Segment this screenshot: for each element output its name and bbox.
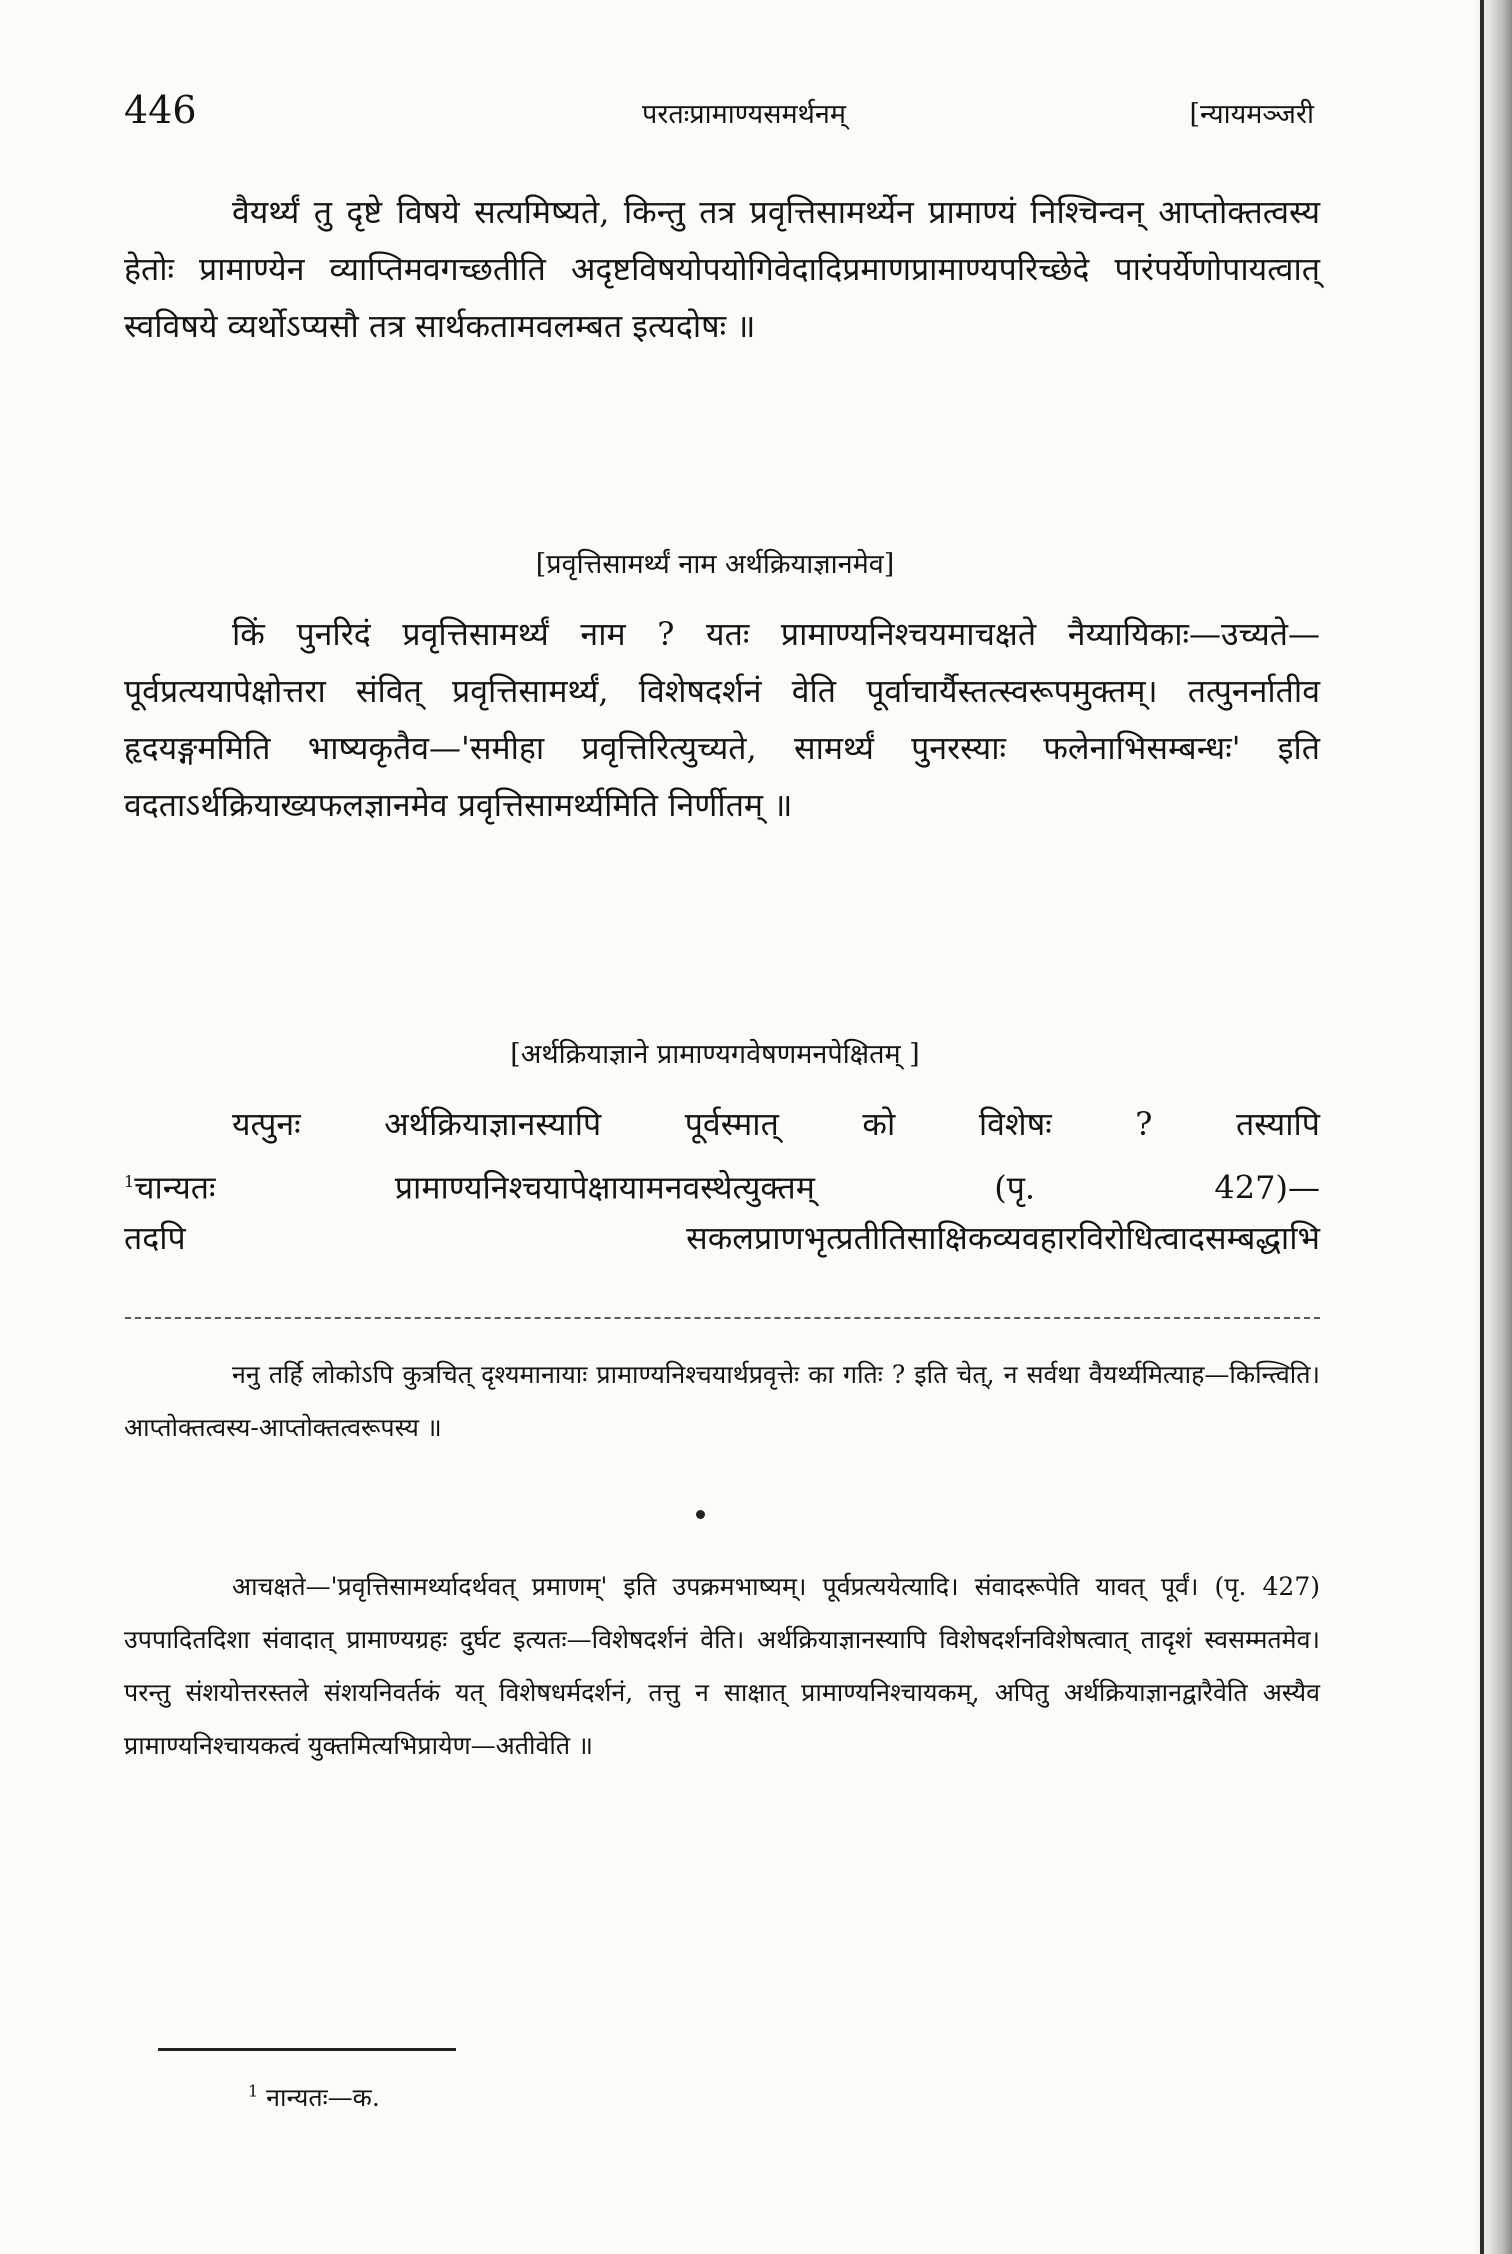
- ink-dot: [696, 1510, 705, 1519]
- footnote-divider: [158, 2048, 456, 2051]
- page-number: 446: [124, 88, 197, 132]
- footnote-marker: 1: [248, 2081, 259, 2101]
- running-title: परतःप्रामाण्यसमर्थनम्: [642, 99, 846, 130]
- section-heading-2: [अर्थक्रियाज्ञाने प्रामाण्यगवेषणमनपेक्षितम् ]: [510, 1039, 920, 1070]
- main-paragraph-3-line-2: [124, 1153, 1320, 1217]
- commentary-divider: [125, 1317, 1320, 1319]
- page-header: [124, 88, 1314, 148]
- footnote-reference: 1: [124, 1172, 135, 1191]
- main-paragraph-2: किं पुनरिदं प्रवृत्तिसामर्थ्यं नाम ? यतः प्रामाण्यनिश्चयमाचक्षते नैय्यायिकाः—उच्यते—पूर्वप्रत्ययापेक्षोत्तरा संवित् प्रवृत्तिसामर्थ्यं, विशेषदर्शनं वेति पूर्वाचार्यैस्तत्स्वरूपमुक्तम्। तत्पुनर्नातीव हृदयङ्गममिति भाष्यकृतैव—'समीहा प्रवृत्तिरित्युच्यते, सामर्थ्यं पुनरस्याः फलेनाभिसम्बन्धः' इति वदताऽर्थक्रियाख्यफलज्ञानमेव प्रवृत्तिसामर्थ्यमिति निर्णीतम् ॥: [124, 615, 1320, 824]
- commentary-paragraph-1: ननु तर्हि लोकोऽपि कुत्रचित् दृश्यमानायाः प्रामाण्यनिश्चयार्थप्रवृत्तेः का गतिः ? इति चेत्, न सर्वथा वैयर्थ्यमित्याह—किन्त्विति। आप्तोक्तत्वस्य-आप्तोक्तत्वरूपस्य ॥: [124, 1360, 1320, 1442]
- main-paragraph-1: वैयर्थ्यं तु दृष्टे विषये सत्यमिष्यते, किन्तु तत्र प्रवृत्तिसामर्थ्येन प्रामाण्यं निश्चिन्वन् आप्तोक्तत्वस्य हेतोः प्रामाण्येन व्याप्तिमवगच्छतीति अदृष्टविषयोपयोगिवेदादिप्रमाणप्रामाण्यपरिच्छेदे पारंपर्येणोपायत्वात् स्वविषये व्यर्थोऽप्यसौ तत्र सार्थकतामवलम्बत इत्यदोषः ॥: [124, 193, 1320, 345]
- footnote-text: नान्यतः—क.: [266, 2083, 380, 2112]
- section-label: [न्यायमञ्जरी: [1189, 99, 1314, 130]
- page-edge-line: [1480, 0, 1484, 2254]
- commentary-paragraph-2: आचक्षते—'प्रवृत्तिसामर्थ्यादर्थवत् प्रमाणम्' इति उपक्रमभाष्यम्। पूर्वप्रत्ययेत्यादि। संवादरूपेति यावत् पूर्वं। (पृ. 427) उपपादितदिशा संवादात् प्रामाण्यग्रहः दुर्घट इत्यतः—विशेषदर्शनं वेति। अर्थक्रियाज्ञानस्यापि विशेषदर्शनविशेषत्वात् तादृशं स्वसम्मतमेव। परन्तु संशयोत्तरस्तले संशयनिवर्तकं यत् विशेषधर्मदर्शनं, तत्तु न साक्षात् प्रामाण्यनिश्चायकम्, अपितु अर्थक्रियाज्ञानद्वारैवेति अस्यैव प्रामाण्यनिश्चायकत्वं युक्तमित्यभिप्रायेण—अतीवेति ॥: [124, 1572, 1320, 1760]
- main-paragraph-3-line-3: तदपि सकलप्राणभृत्प्रतीतिसाक्षिकव्यवहारविरोधित्वादसम्बद्धाभि: [124, 1219, 1320, 1257]
- main-paragraph-3-line-2-text: चान्यतः प्रामाण्यनिश्चयापेक्षायामनवस्थेत्युक्तम् (पृ. 427)—: [134, 1168, 1320, 1207]
- main-paragraph-3-line-1: यत्पुनः अर्थक्रियाज्ञानस्यापि पूर्वस्मात् को विशेषः ? तस्यापि: [232, 1105, 1320, 1143]
- section-heading-1: [प्रवृत्तिसामर्थ्यं नाम अर्थक्रियाज्ञानमेव]: [535, 549, 895, 580]
- footnote: [248, 2080, 380, 2114]
